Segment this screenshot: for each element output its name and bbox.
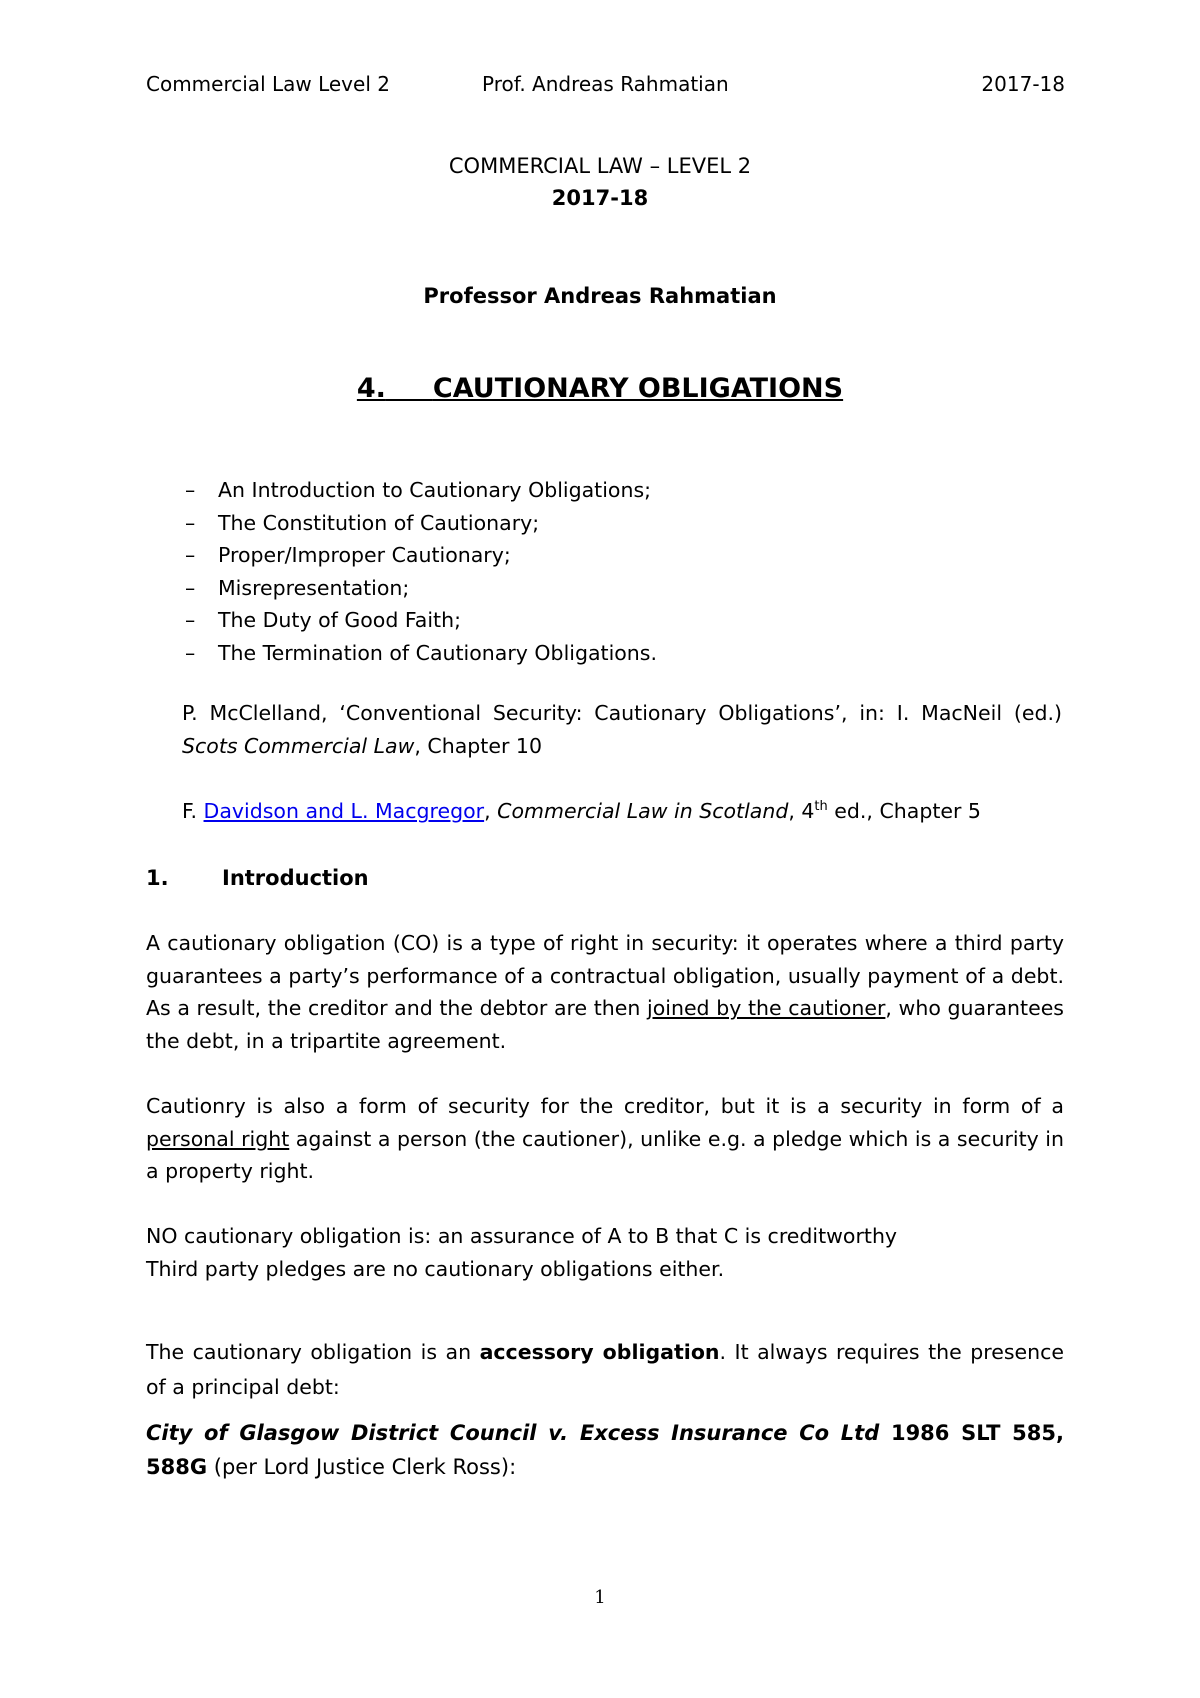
topic-bullet: – — [185, 478, 196, 502]
reference-mcclelland: P. McClelland, ‘Conventional Security: Cautionary Obligations’, in: I. MacNeil (ed.) Scots Commercial Law, Chapter 10 — [182, 701, 1062, 758]
paragraph-accessory: The cautionary obligation is an accessory obligation. It always requires the presence of a principal debt: — [146, 1340, 1064, 1399]
paragraph-exclusions: NO cautionary obligation is: an assurance of A to B that C is creditworthy Third party pledges are no cautionary obligations either. — [146, 1224, 898, 1281]
section-title: Introduction — [222, 866, 369, 890]
section-heading — [146, 862, 369, 894]
list-item: – An Introduction to Cautionary Obligations; — [185, 474, 1065, 507]
header-author: Prof. Andreas Rahmatian — [482, 72, 729, 96]
case-citation: City of Glasgow District Council v. Excess Insurance Co Ltd 1986 SLT 585, 588G (per Lord Justice Clerk Ross): — [146, 1421, 1064, 1479]
case-reference: 1986 SLT 585, 588G — [146, 1421, 1064, 1479]
case-name: City of Glasgow District Council v. Excess Insurance Co Ltd — [146, 1421, 880, 1445]
header-course: Commercial Law Level 2 — [146, 72, 390, 96]
topic-bullet: – — [185, 575, 196, 600]
reference-author-link[interactable]: Davidson and L. Macgregor — [203, 799, 485, 823]
list-item: – The Constitution of Cautionary; — [185, 507, 1065, 540]
paragraph-security: Cautionry is also a form of security for the creditor, but it is a security in form of a personal right against a person (the cautioner), unlike e.g. a pledge which is a security in a property right. — [146, 1094, 1064, 1183]
topic-bullet: – — [185, 543, 196, 567]
doc-year: 2017-18 — [551, 186, 649, 210]
header-year: 2017-18 — [981, 72, 1065, 96]
chapter-title: CAUTIONARY OBLIGATIONS — [432, 373, 844, 404]
section-number: 1. — [146, 866, 169, 890]
list-item: – Proper/Improper Cautionary; — [185, 539, 1065, 572]
reference-book-title: Scots Commercial Law — [182, 733, 415, 758]
topic-bullet: – — [185, 510, 196, 535]
list-item: – Misrepresentation; — [185, 572, 1065, 605]
topic-list — [185, 474, 1065, 669]
list-item: – The Termination of Cautionary Obligations. — [185, 637, 1065, 670]
chapter-number: 4. — [356, 373, 386, 404]
page-number: 1 — [594, 1587, 606, 1608]
reference-book-title: Commercial Law in Scotland — [497, 799, 789, 823]
page-header — [146, 70, 1065, 98]
reference-davidson: F. Davidson and L. Macgregor, Commercial Law in Scotland, 4th ed., Chapter 5 — [182, 799, 981, 823]
topic-bullet: – — [185, 608, 196, 632]
paragraph-definition: A cautionary obligation (CO) is a type of right in security: it operates where a third party guarantees a party’s performance of a contractual obligation, usually payment of a debt. As a result, the creditor and the debtor are then joined by the cautioner, who guarantees the debt, in a tripartite agreement. — [146, 931, 1064, 1053]
topic-bullet: – — [185, 640, 196, 665]
doc-author: Professor Andreas Rahmatian — [423, 284, 777, 308]
list-item: – The Duty of Good Faith; — [185, 604, 1065, 637]
chapter-heading — [0, 370, 1200, 408]
doc-title: COMMERCIAL LAW – LEVEL 2 — [448, 154, 752, 178]
